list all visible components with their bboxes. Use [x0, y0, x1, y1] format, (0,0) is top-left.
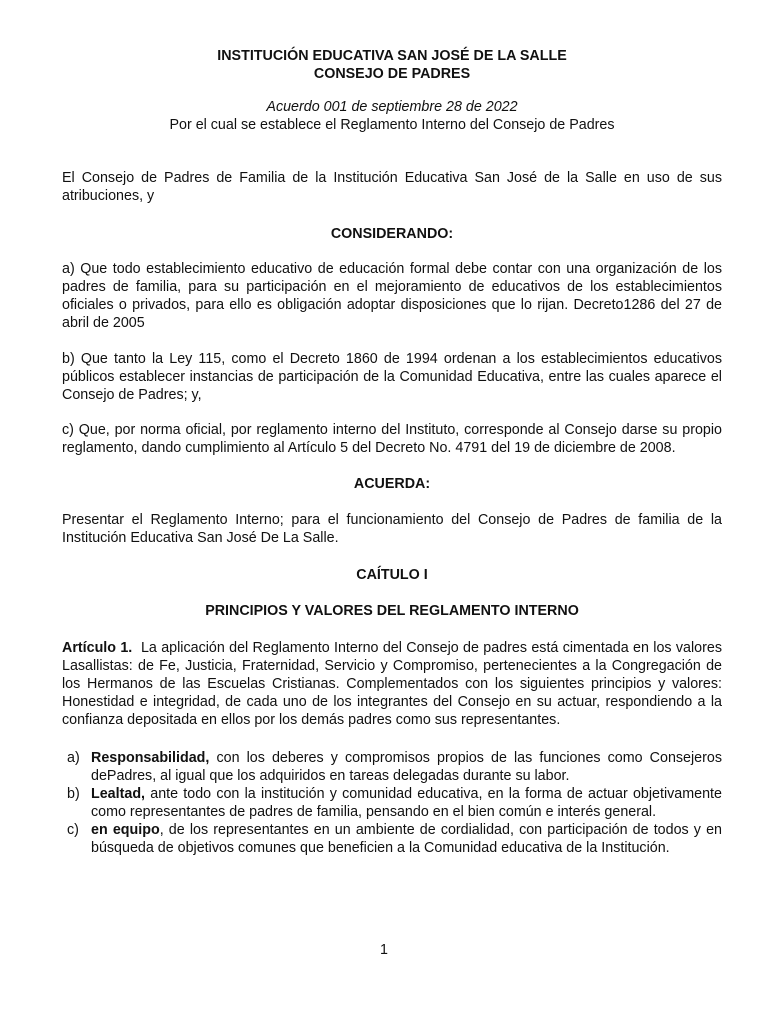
- article-1-text: La aplicación del Reglamento Interno del Consejo de padres está cimentada en los valores Lasallistas: de Fe, Justicia, Fraternidad, Servicio y Compromiso, pertenecientes a la Congregación de los Hermanos de las Escuelas Cristianas. Complementados con los siguientes principios y valores: Honestidad e integridad, de cada uno de los integrantes del Consejo en su actuar, respondiendo a la confianza depositada en ellos por los demás padres como sus representantes.: [62, 640, 722, 728]
- council-title: CONSEJO DE PADRES: [313, 66, 471, 82]
- agrees-paragraph: Presentar el Reglamento Interno; para el funcionamiento del Consejo de Padres de familia de la Institución Educativa San José De La Salle.: [62, 512, 722, 546]
- value-term: en equipo: [91, 822, 160, 838]
- chapter-subtitle: PRINCIPIOS Y VALORES DEL REGLAMENTO INTERNO: [205, 603, 579, 619]
- document-body: [62, 47, 722, 857]
- list-item: [62, 821, 722, 857]
- list-marker: c): [67, 822, 79, 838]
- institution-title: INSTITUCIÓN EDUCATIVA SAN JOSÉ DE LA SALLE: [217, 48, 567, 64]
- list-marker: a): [67, 750, 80, 766]
- list-item: [62, 749, 722, 785]
- value-term: Responsabilidad,: [91, 750, 210, 766]
- value-term: Lealtad,: [91, 786, 146, 802]
- agreement-subject: Por el cual se establece el Reglamento Interno del Consejo de Padres: [169, 117, 615, 133]
- considering-heading: CONSIDERANDO:: [330, 226, 454, 242]
- list-marker: b): [67, 786, 80, 802]
- considering-item-c: c) Que, por norma oficial, por reglamento interno del Instituto, corresponde al Consejo darse su propio reglamento, dando cumplimiento al Artículo 5 del Decreto No. 4791 del 19 de diciembre de 2008.: [62, 422, 722, 456]
- intro-paragraph: El Consejo de Padres de Familia de la Institución Educativa San José de la Salle en uso de sus atribuciones, y: [62, 170, 722, 204]
- value-text: , de los representantes en un ambiente de cordialidad, con participación de todos y en búsqueda de objetivos comunes que beneficien a la Comunidad educativa de la Institución.: [91, 822, 722, 856]
- page-number: 1: [380, 942, 388, 958]
- article-1: [62, 639, 722, 729]
- article-1-label: Artículo 1.: [62, 640, 133, 656]
- list-item: [62, 785, 722, 821]
- considering-item-a: a) Que todo establecimiento educativo de educación formal debe contar con una organización de los padres de familia, para su participación en el mejoramiento de educativos de los establecimientos oficiales o privados, para ello es obligación adoptar disposiciones que lo rijan. Decreto1286 del 27 de abril de 2005: [62, 261, 722, 331]
- chapter-title: CAÍTULO I: [356, 567, 428, 583]
- value-text: con los deberes y compromisos propios de las funciones como Consejeros dePadres, al igual que los adquiridos en tareas delegadas durante su labor.: [91, 750, 722, 784]
- value-text: ante todo con la institución y comunidad educativa, en la forma de actuar objetivamente como representantes de padres de familia, pensando en el bien común e interés general.: [91, 786, 722, 820]
- values-list: [62, 749, 722, 857]
- agrees-heading: ACUERDA:: [353, 476, 431, 492]
- agreement-title: Acuerdo 001 de septiembre 28 de 2022: [266, 99, 518, 115]
- considering-item-b: b) Que tanto la Ley 115, como el Decreto 1860 de 1994 ordenan a los establecimientos educativos públicos establecer instancias de participación de la Comunidad Educativa, entre las cuales aparece el Consejo de Padres; y,: [62, 351, 722, 403]
